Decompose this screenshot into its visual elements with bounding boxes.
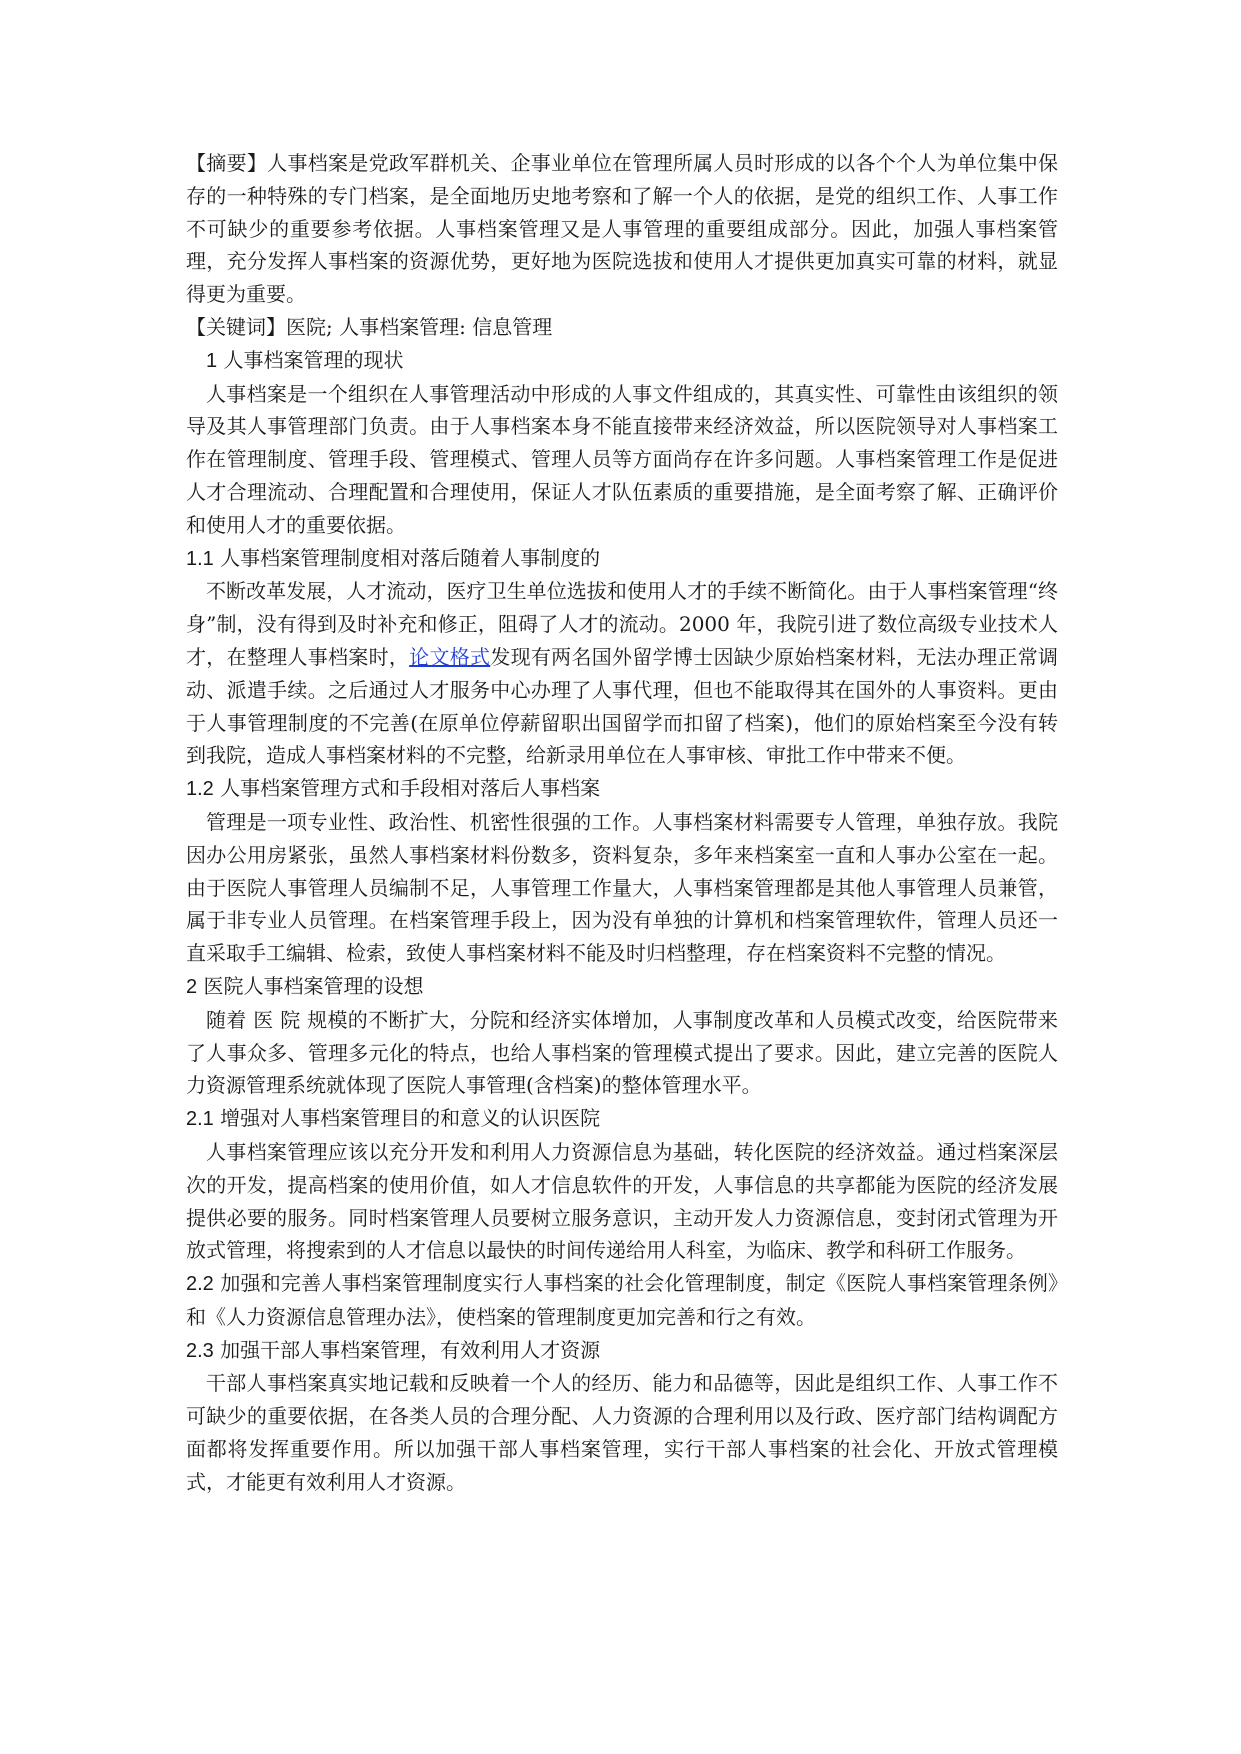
section-1-1-body-part2: 发现有两名国外留学博士因缺少原始档案材料，无法办理正常调动、派遣手续。之后通过人才服务中心办理了人事代理，但也不能取得其在国外的人事资料。更由于人事管理制度的不完善(在原单位停薪留职出国留学而扣留了档案)，他们的原始档案至今没有转到我院，造成人事档案材料的不完整，给新录用单位在人事审核、审批工作中带来不便。 [186,644,1059,768]
keywords-text: 医院; 人事档案管理: 信息管理 [286,314,553,339]
keywords-paragraph [186,311,1058,344]
document-page [186,147,1058,1499]
section-1-1-body-part1: 不断改革发展，人才流动，医疗卫生单位选拔和使用人才的手续不断简化。由于人事档案管理“终身”制，没有得到及时补充和修正，阻碍了人才的流动。2000 年，我院引进了数位高级专业技术人才，在整理人事档案时， [186,579,1058,669]
section-1-body: 人事档案是一个组织在人事管理活动中形成的人事文件组成的，其真实性、可靠性由该组织的领导及其人事管理部门负责。由于人事档案本身不能直接带来经济效益，所以医院领导对人事档案工作在管理制度、管理手段、管理模式、管理人员等方面尚存在许多问题。人事档案管理工作是促进人才合理流动、合理配置和合理使用，保证人才队伍素质的重要措施，是全面考察了解、正确评价和使用人才的重要依据。 [186,381,1058,537]
section-1-title: 人事档案管理的现状 [223,347,404,372]
section-1-heading [186,344,1058,378]
section-1-1-heading [186,542,1058,576]
section-2-3-body: 干部人事档案真实地记载和反映着一个人的经历、能力和品德等，因此是组织工作、人事工作不可缺少的重要依据，在各类人员的合理分配、人力资源的合理利用以及行政、医疗部门结构调配方面都将发挥重要作用。所以加强干部人事档案管理，实行干部人事档案的社会化、开放式管理模式，才能更有效利用人才资源。 [186,1371,1058,1494]
section-2-2-number: 2.2 [186,1273,214,1296]
section-2-1-heading [186,1102,1058,1136]
section-2-2-title: 加强和完善人事档案管理制度实行人事档案的社会化管理制度，制定《医院人事档案管理条例》和《人力资源信息管理办法》，使档案的管理制度更加完善和行之有效。 [186,1271,1059,1329]
section-2-3-heading [186,1334,1058,1368]
section-1-2-title: 人事档案管理方式和手段相对落后人事档案 [220,776,601,801]
section-2-2-paragraph [186,1267,1058,1334]
section-1-2-number: 1.2 [186,778,214,801]
section-1-1-title: 人事档案管理制度相对落后随着人事制度的 [220,545,601,570]
section-1-1-number: 1.1 [186,547,214,570]
abstract-text: 人事档案是党政军群机关、企事业单位在管理所属人员时形成的以各个个人为单位集中保存的一种特殊的专门档案，是全面地历史地考察和了解一个人的依据，是党的组织工作、人事工作不可缺少的重要参考依据。人事档案管理又是人事管理的重要组成部分。因此，加强人事档案管理，充分发挥人事档案的资源优势，更好地为医院选拔和使用人才提供更加真实可靠的材料，就显得更为重要。 [186,151,1059,307]
section-2-3-title: 加强干部人事档案管理，有效利用人才资源 [220,1337,601,1362]
section-2-1-body: 人事档案管理应该以充分开发和利用人力资源信息为基础，转化医院的经济效益。通过档案深层次的开发，提高档案的使用价值，如人才信息软件的开发，人事信息的共享都能为医院的经济发展提供必要的服务。同时档案管理人员要树立服务意识，主动开发人力资源信息，变封闭式管理为开放式管理，将搜索到的人才信息以最快的时间传递给用人科室，为临床、教学和科研工作服务。 [186,1139,1058,1263]
section-2-1-title: 增强对人事档案管理目的和意义的认识医院 [220,1106,601,1131]
section-1-2-body: 管理是一项专业性、政治性、机密性很强的工作。人事档案材料需要专人管理，单独存放。我院因办公用房紧张，虽然人事档案材料份数多，资料复杂，多年来档案室一直和人事办公室在一起。由于医院人事管理人员编制不足，人事管理工作量大，人事档案管理都是其他人事管理人员兼管，属于非专业人员管理。在档案管理手段上，因为没有单独的计算机和档案管理软件，管理人员还一直采取手工编辑、检索，致使人事档案材料不能及时归档整理，存在档案资料不完整的情况。 [186,809,1058,966]
keywords-label: 【关键词】 [186,314,286,339]
section-2-3-number: 2.3 [186,1339,214,1362]
paper-format-link[interactable]: 论文格式 [409,644,491,669]
section-2-title: 医院人事档案管理的设想 [203,973,424,998]
section-2-1-number: 2.1 [186,1108,214,1131]
section-1-2-heading [186,772,1058,806]
section-2-heading [186,970,1058,1004]
abstract-label: 【摘要】 [186,151,268,175]
section-1-1-body [186,575,1058,772]
section-1-number: 1 [206,349,218,372]
abstract-paragraph [186,147,1058,311]
section-2-body: 随着 医 院 规模的不断扩大，分院和经济实体增加，人事制度改革和人员模式改变，给医院带来了人事众多、管理多元化的特点，也给人事档案的管理模式提出了要求。因此，建立完善的医院人力资源管理系统就体现了医院人事管理(含档案)的整体管理水平。 [186,1007,1058,1098]
section-2-number: 2 [186,975,198,998]
